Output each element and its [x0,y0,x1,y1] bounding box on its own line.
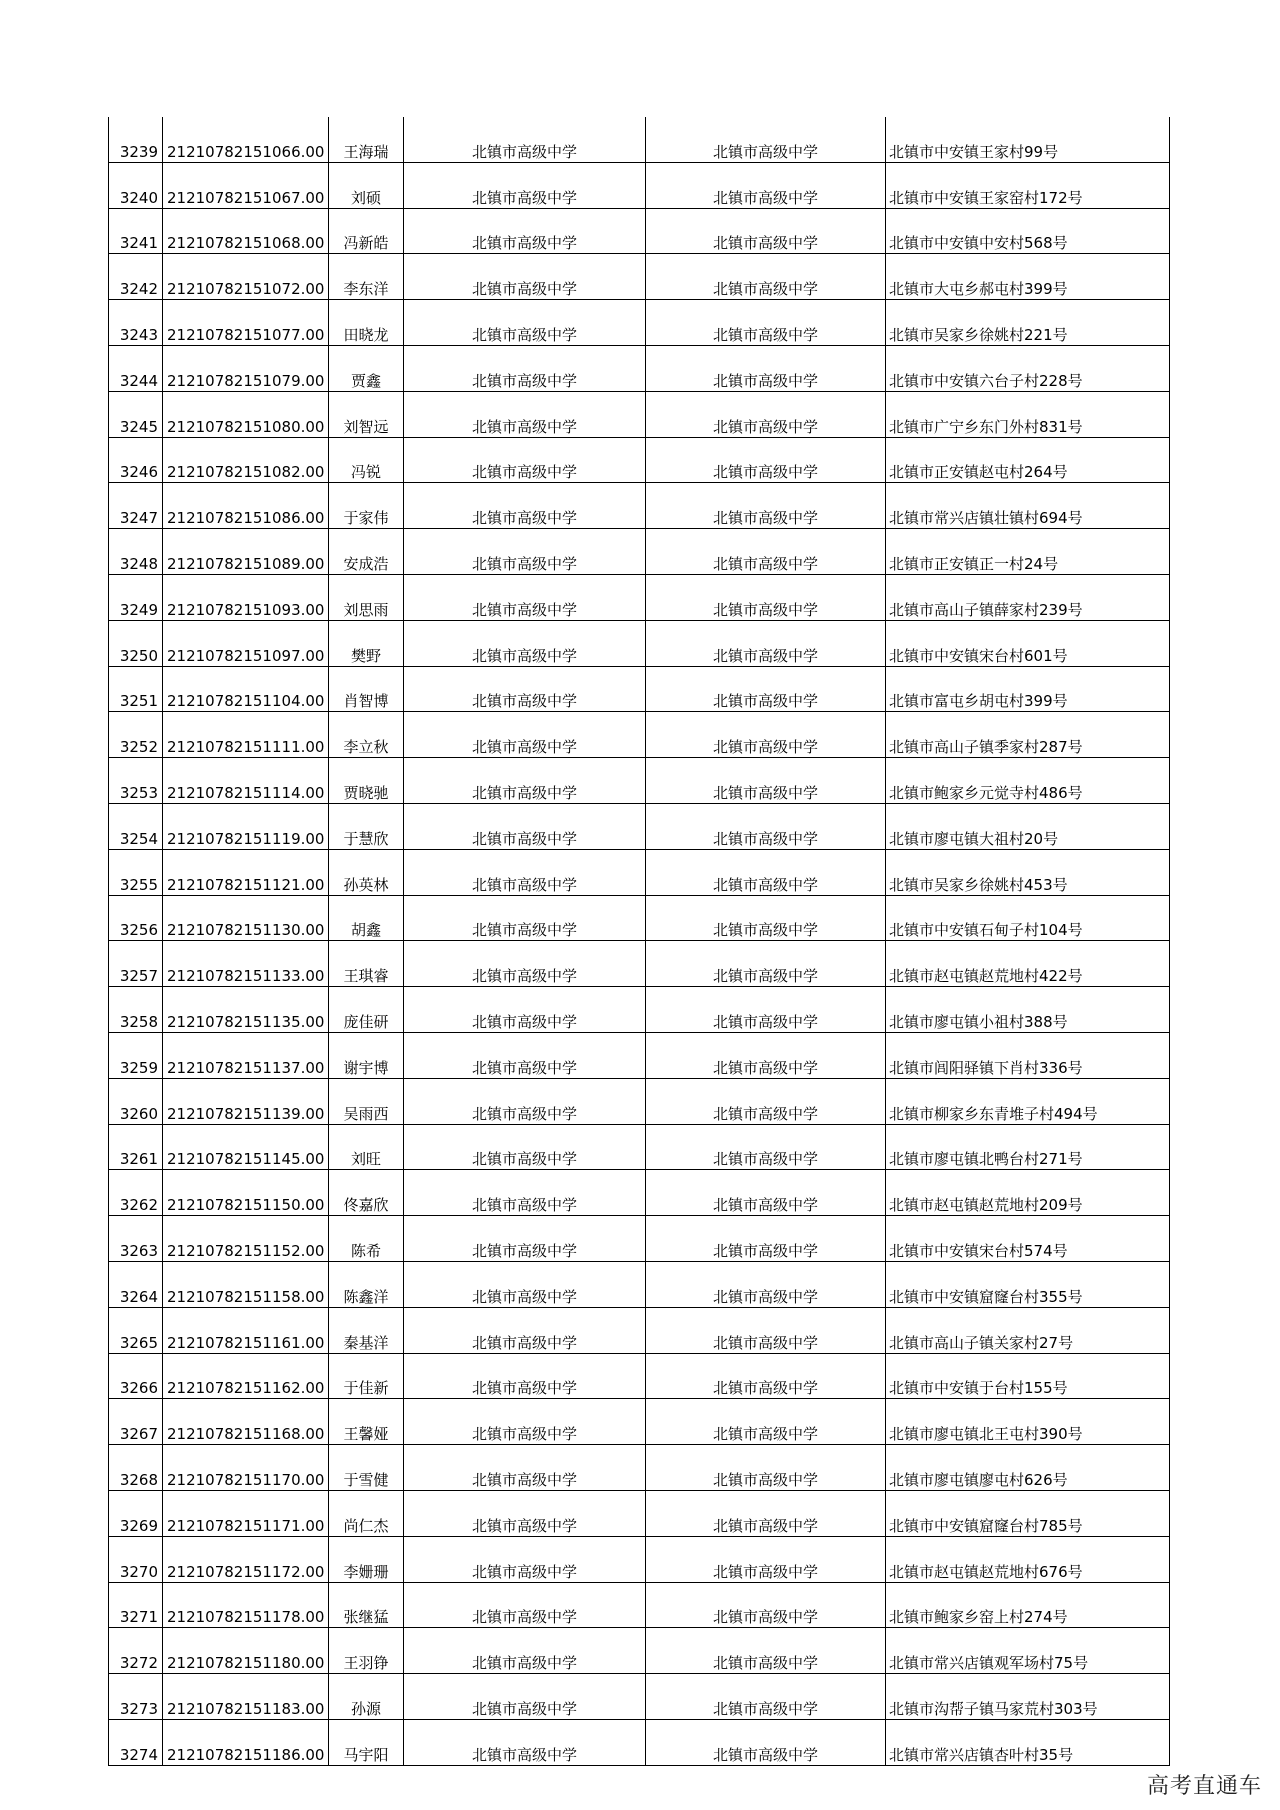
cell-school: 北镇市高级中学 [404,941,646,987]
cell-name: 佟嘉欣 [329,1170,404,1216]
cell-address: 北镇市正安镇正一村24号 [886,529,1170,575]
cell-name: 庞佳研 [329,987,404,1033]
cell-exam-id: 21210782151104.00 [163,666,329,712]
cell-name: 秦基洋 [329,1307,404,1353]
cell-graduated-school: 北镇市高级中学 [646,483,886,529]
cell-school: 北镇市高级中学 [404,1582,646,1628]
cell-school: 北镇市高级中学 [404,1674,646,1720]
table-row [109,1628,1170,1674]
cell-name: 张继猛 [329,1582,404,1628]
cell-name: 于佳新 [329,1353,404,1399]
cell-school: 北镇市高级中学 [404,300,646,346]
cell-graduated-school: 北镇市高级中学 [646,1032,886,1078]
table-row [109,391,1170,437]
cell-seq: 3260 [109,1078,163,1124]
cell-exam-id: 21210782151097.00 [163,620,329,666]
cell-address: 北镇市常兴店镇杏叶村35号 [886,1719,1170,1765]
cell-name: 谢宇博 [329,1032,404,1078]
cell-exam-id: 21210782151135.00 [163,987,329,1033]
cell-exam-id: 21210782151170.00 [163,1445,329,1491]
cell-school: 北镇市高级中学 [404,391,646,437]
cell-graduated-school: 北镇市高级中学 [646,620,886,666]
table-row [109,987,1170,1033]
cell-exam-id: 21210782151186.00 [163,1719,329,1765]
table-row [109,1261,1170,1307]
watermark-text: 高考直通车 [1146,1774,1262,1799]
cell-name: 贾晓驰 [329,758,404,804]
cell-name: 刘智远 [329,391,404,437]
cell-name: 李姗珊 [329,1536,404,1582]
table-row [109,1078,1170,1124]
cell-address: 北镇市廖屯镇北王屯村390号 [886,1399,1170,1445]
cell-address: 北镇市吴家乡徐姚村221号 [886,300,1170,346]
cell-graduated-school: 北镇市高级中学 [646,254,886,300]
cell-graduated-school: 北镇市高级中学 [646,117,886,162]
cell-address: 北镇市常兴店镇观军场村75号 [886,1628,1170,1674]
cell-exam-id: 21210782151067.00 [163,162,329,208]
cell-address: 北镇市中安镇窟窿台村355号 [886,1261,1170,1307]
cell-graduated-school: 北镇市高级中学 [646,1582,886,1628]
cell-school: 北镇市高级中学 [404,1536,646,1582]
cell-name: 刘旺 [329,1124,404,1170]
cell-exam-id: 21210782151114.00 [163,758,329,804]
cell-address: 北镇市赵屯镇赵荒地村422号 [886,941,1170,987]
cell-address: 北镇市富屯乡胡屯村399号 [886,666,1170,712]
cell-name: 王琪睿 [329,941,404,987]
cell-seq: 3258 [109,987,163,1033]
cell-graduated-school: 北镇市高级中学 [646,162,886,208]
cell-school: 北镇市高级中学 [404,620,646,666]
cell-school: 北镇市高级中学 [404,1490,646,1536]
table-row [109,529,1170,575]
table-row [109,1445,1170,1491]
cell-seq: 3255 [109,849,163,895]
student-table [108,117,1170,1766]
cell-seq: 3266 [109,1353,163,1399]
cell-exam-id: 21210782151077.00 [163,300,329,346]
table-row [109,574,1170,620]
cell-school: 北镇市高级中学 [404,574,646,620]
cell-seq: 3242 [109,254,163,300]
cell-graduated-school: 北镇市高级中学 [646,437,886,483]
cell-graduated-school: 北镇市高级中学 [646,1216,886,1262]
cell-name: 刘硕 [329,162,404,208]
cell-seq: 3246 [109,437,163,483]
table-row [109,620,1170,666]
cell-graduated-school: 北镇市高级中学 [646,666,886,712]
cell-school: 北镇市高级中学 [404,1353,646,1399]
cell-seq: 3243 [109,300,163,346]
cell-name: 田晓龙 [329,300,404,346]
table-row [109,1674,1170,1720]
table-row [109,1399,1170,1445]
cell-seq: 3264 [109,1261,163,1307]
table-row [109,1170,1170,1216]
table-row [109,300,1170,346]
cell-school: 北镇市高级中学 [404,345,646,391]
table-row [109,1124,1170,1170]
table-row [109,1536,1170,1582]
cell-name: 于慧欣 [329,803,404,849]
cell-graduated-school: 北镇市高级中学 [646,1719,886,1765]
cell-address: 北镇市赵屯镇赵荒地村676号 [886,1536,1170,1582]
table-row [109,758,1170,804]
cell-address: 北镇市中安镇六台子村228号 [886,345,1170,391]
cell-exam-id: 21210782151130.00 [163,895,329,941]
cell-name: 安成浩 [329,529,404,575]
cell-graduated-school: 北镇市高级中学 [646,1490,886,1536]
cell-exam-id: 21210782151133.00 [163,941,329,987]
cell-exam-id: 21210782151086.00 [163,483,329,529]
cell-address: 北镇市中安镇窟窿台村785号 [886,1490,1170,1536]
cell-exam-id: 21210782151158.00 [163,1261,329,1307]
cell-address: 北镇市廖屯镇北鸭台村271号 [886,1124,1170,1170]
cell-exam-id: 21210782151093.00 [163,574,329,620]
cell-exam-id: 21210782151172.00 [163,1536,329,1582]
cell-school: 北镇市高级中学 [404,1307,646,1353]
cell-school: 北镇市高级中学 [404,849,646,895]
cell-seq: 3267 [109,1399,163,1445]
cell-school: 北镇市高级中学 [404,254,646,300]
cell-seq: 3241 [109,208,163,254]
cell-graduated-school: 北镇市高级中学 [646,1261,886,1307]
cell-address: 北镇市廖屯镇廖屯村626号 [886,1445,1170,1491]
table-row [109,345,1170,391]
cell-name: 于家伟 [329,483,404,529]
cell-seq: 3263 [109,1216,163,1262]
cell-school: 北镇市高级中学 [404,208,646,254]
cell-school: 北镇市高级中学 [404,1216,646,1262]
cell-name: 王馨娅 [329,1399,404,1445]
cell-graduated-school: 北镇市高级中学 [646,1628,886,1674]
cell-address: 北镇市鲍家乡元觉寺村486号 [886,758,1170,804]
cell-exam-id: 21210782151082.00 [163,437,329,483]
cell-school: 北镇市高级中学 [404,437,646,483]
table-row [109,895,1170,941]
cell-graduated-school: 北镇市高级中学 [646,1078,886,1124]
cell-exam-id: 21210782151119.00 [163,803,329,849]
cell-seq: 3273 [109,1674,163,1720]
cell-graduated-school: 北镇市高级中学 [646,895,886,941]
cell-seq: 3253 [109,758,163,804]
cell-name: 冯新皓 [329,208,404,254]
cell-school: 北镇市高级中学 [404,1124,646,1170]
table-row [109,1582,1170,1628]
cell-seq: 3252 [109,712,163,758]
cell-school: 北镇市高级中学 [404,529,646,575]
cell-address: 北镇市广宁乡东门外村831号 [886,391,1170,437]
cell-exam-id: 21210782151137.00 [163,1032,329,1078]
cell-name: 肖智博 [329,666,404,712]
cell-graduated-school: 北镇市高级中学 [646,1674,886,1720]
cell-school: 北镇市高级中学 [404,895,646,941]
cell-seq: 3269 [109,1490,163,1536]
cell-seq: 3256 [109,895,163,941]
table-row [109,849,1170,895]
cell-seq: 3247 [109,483,163,529]
cell-school: 北镇市高级中学 [404,666,646,712]
cell-address: 北镇市常兴店镇壮镇村694号 [886,483,1170,529]
cell-address: 北镇市闾阳驿镇下肖村336号 [886,1032,1170,1078]
cell-name: 刘思雨 [329,574,404,620]
cell-exam-id: 21210782151080.00 [163,391,329,437]
cell-address: 北镇市高山子镇季家村287号 [886,712,1170,758]
cell-graduated-school: 北镇市高级中学 [646,941,886,987]
cell-exam-id: 21210782151111.00 [163,712,329,758]
cell-school: 北镇市高级中学 [404,117,646,162]
cell-address: 北镇市廖屯镇大祖村20号 [886,803,1170,849]
cell-school: 北镇市高级中学 [404,1170,646,1216]
cell-seq: 3268 [109,1445,163,1491]
table-row [109,666,1170,712]
table-row [109,483,1170,529]
cell-name: 吴雨西 [329,1078,404,1124]
cell-address: 北镇市吴家乡徐姚村453号 [886,849,1170,895]
cell-name: 马宇阳 [329,1719,404,1765]
cell-name: 孙英林 [329,849,404,895]
cell-seq: 3248 [109,529,163,575]
cell-name: 王羽铮 [329,1628,404,1674]
cell-name: 冯锐 [329,437,404,483]
cell-seq: 3251 [109,666,163,712]
cell-address: 北镇市正安镇赵屯村264号 [886,437,1170,483]
cell-exam-id: 21210782151150.00 [163,1170,329,1216]
table-row [109,1032,1170,1078]
cell-address: 北镇市高山子镇关家村27号 [886,1307,1170,1353]
cell-seq: 3262 [109,1170,163,1216]
cell-school: 北镇市高级中学 [404,162,646,208]
table-row [109,208,1170,254]
cell-address: 北镇市大屯乡郝屯村399号 [886,254,1170,300]
cell-exam-id: 21210782151162.00 [163,1353,329,1399]
cell-school: 北镇市高级中学 [404,1032,646,1078]
cell-school: 北镇市高级中学 [404,758,646,804]
cell-exam-id: 21210782151180.00 [163,1628,329,1674]
table-row [109,117,1170,162]
cell-graduated-school: 北镇市高级中学 [646,208,886,254]
cell-exam-id: 21210782151066.00 [163,117,329,162]
cell-exam-id: 21210782151068.00 [163,208,329,254]
cell-graduated-school: 北镇市高级中学 [646,345,886,391]
cell-exam-id: 21210782151089.00 [163,529,329,575]
cell-graduated-school: 北镇市高级中学 [646,803,886,849]
cell-name: 贾鑫 [329,345,404,391]
cell-name: 陈鑫洋 [329,1261,404,1307]
cell-graduated-school: 北镇市高级中学 [646,300,886,346]
cell-name: 李立秋 [329,712,404,758]
cell-exam-id: 21210782151183.00 [163,1674,329,1720]
cell-exam-id: 21210782151168.00 [163,1399,329,1445]
cell-school: 北镇市高级中学 [404,1719,646,1765]
cell-seq: 3239 [109,117,163,162]
cell-school: 北镇市高级中学 [404,1445,646,1491]
cell-seq: 3254 [109,803,163,849]
cell-school: 北镇市高级中学 [404,803,646,849]
cell-graduated-school: 北镇市高级中学 [646,987,886,1033]
cell-school: 北镇市高级中学 [404,483,646,529]
cell-school: 北镇市高级中学 [404,987,646,1033]
cell-seq: 3244 [109,345,163,391]
cell-seq: 3259 [109,1032,163,1078]
cell-exam-id: 21210782151079.00 [163,345,329,391]
table-row [109,437,1170,483]
cell-exam-id: 21210782151139.00 [163,1078,329,1124]
cell-graduated-school: 北镇市高级中学 [646,574,886,620]
cell-address: 北镇市柳家乡东青堆子村494号 [886,1078,1170,1124]
cell-exam-id: 21210782151121.00 [163,849,329,895]
cell-exam-id: 21210782151072.00 [163,254,329,300]
cell-name: 陈希 [329,1216,404,1262]
cell-seq: 3245 [109,391,163,437]
cell-school: 北镇市高级中学 [404,1399,646,1445]
cell-school: 北镇市高级中学 [404,1261,646,1307]
cell-graduated-school: 北镇市高级中学 [646,849,886,895]
cell-graduated-school: 北镇市高级中学 [646,758,886,804]
cell-address: 北镇市中安镇宋台村574号 [886,1216,1170,1262]
table-body [109,117,1170,1765]
cell-graduated-school: 北镇市高级中学 [646,529,886,575]
cell-seq: 3240 [109,162,163,208]
cell-seq: 3272 [109,1628,163,1674]
cell-graduated-school: 北镇市高级中学 [646,712,886,758]
cell-name: 王海瑞 [329,117,404,162]
cell-graduated-school: 北镇市高级中学 [646,1307,886,1353]
cell-address: 北镇市中安镇于台村155号 [886,1353,1170,1399]
cell-address: 北镇市中安镇石甸子村104号 [886,895,1170,941]
cell-address: 北镇市中安镇中安村568号 [886,208,1170,254]
cell-seq: 3274 [109,1719,163,1765]
table-row [109,941,1170,987]
cell-exam-id: 21210782151152.00 [163,1216,329,1262]
cell-exam-id: 21210782151161.00 [163,1307,329,1353]
cell-seq: 3271 [109,1582,163,1628]
table-row [109,803,1170,849]
cell-exam-id: 21210782151145.00 [163,1124,329,1170]
table-row [109,1719,1170,1765]
cell-exam-id: 21210782151178.00 [163,1582,329,1628]
table-row [109,254,1170,300]
cell-graduated-school: 北镇市高级中学 [646,391,886,437]
cell-name: 孙源 [329,1674,404,1720]
cell-graduated-school: 北镇市高级中学 [646,1353,886,1399]
cell-address: 北镇市鲍家乡窑上村274号 [886,1582,1170,1628]
table-row [109,1307,1170,1353]
cell-address: 北镇市赵屯镇赵荒地村209号 [886,1170,1170,1216]
cell-school: 北镇市高级中学 [404,712,646,758]
table-row [109,162,1170,208]
cell-name: 于雪健 [329,1445,404,1491]
table-row [109,1490,1170,1536]
cell-school: 北镇市高级中学 [404,1078,646,1124]
cell-graduated-school: 北镇市高级中学 [646,1170,886,1216]
cell-address: 北镇市高山子镇薛家村239号 [886,574,1170,620]
cell-name: 樊野 [329,620,404,666]
cell-graduated-school: 北镇市高级中学 [646,1445,886,1491]
cell-address: 北镇市中安镇王家窑村172号 [886,162,1170,208]
cell-seq: 3265 [109,1307,163,1353]
cell-seq: 3249 [109,574,163,620]
cell-graduated-school: 北镇市高级中学 [646,1124,886,1170]
cell-address: 北镇市中安镇王家村99号 [886,117,1170,162]
cell-name: 胡鑫 [329,895,404,941]
cell-seq: 3270 [109,1536,163,1582]
cell-name: 尚仁杰 [329,1490,404,1536]
cell-address: 北镇市沟帮子镇马家荒村303号 [886,1674,1170,1720]
cell-address: 北镇市中安镇宋台村601号 [886,620,1170,666]
cell-exam-id: 21210782151171.00 [163,1490,329,1536]
cell-graduated-school: 北镇市高级中学 [646,1536,886,1582]
cell-seq: 3261 [109,1124,163,1170]
cell-seq: 3250 [109,620,163,666]
cell-name: 李东洋 [329,254,404,300]
table-row [109,712,1170,758]
cell-address: 北镇市廖屯镇小祖村388号 [886,987,1170,1033]
cell-graduated-school: 北镇市高级中学 [646,1399,886,1445]
table-row [109,1216,1170,1262]
cell-school: 北镇市高级中学 [404,1628,646,1674]
table-row [109,1353,1170,1399]
cell-seq: 3257 [109,941,163,987]
